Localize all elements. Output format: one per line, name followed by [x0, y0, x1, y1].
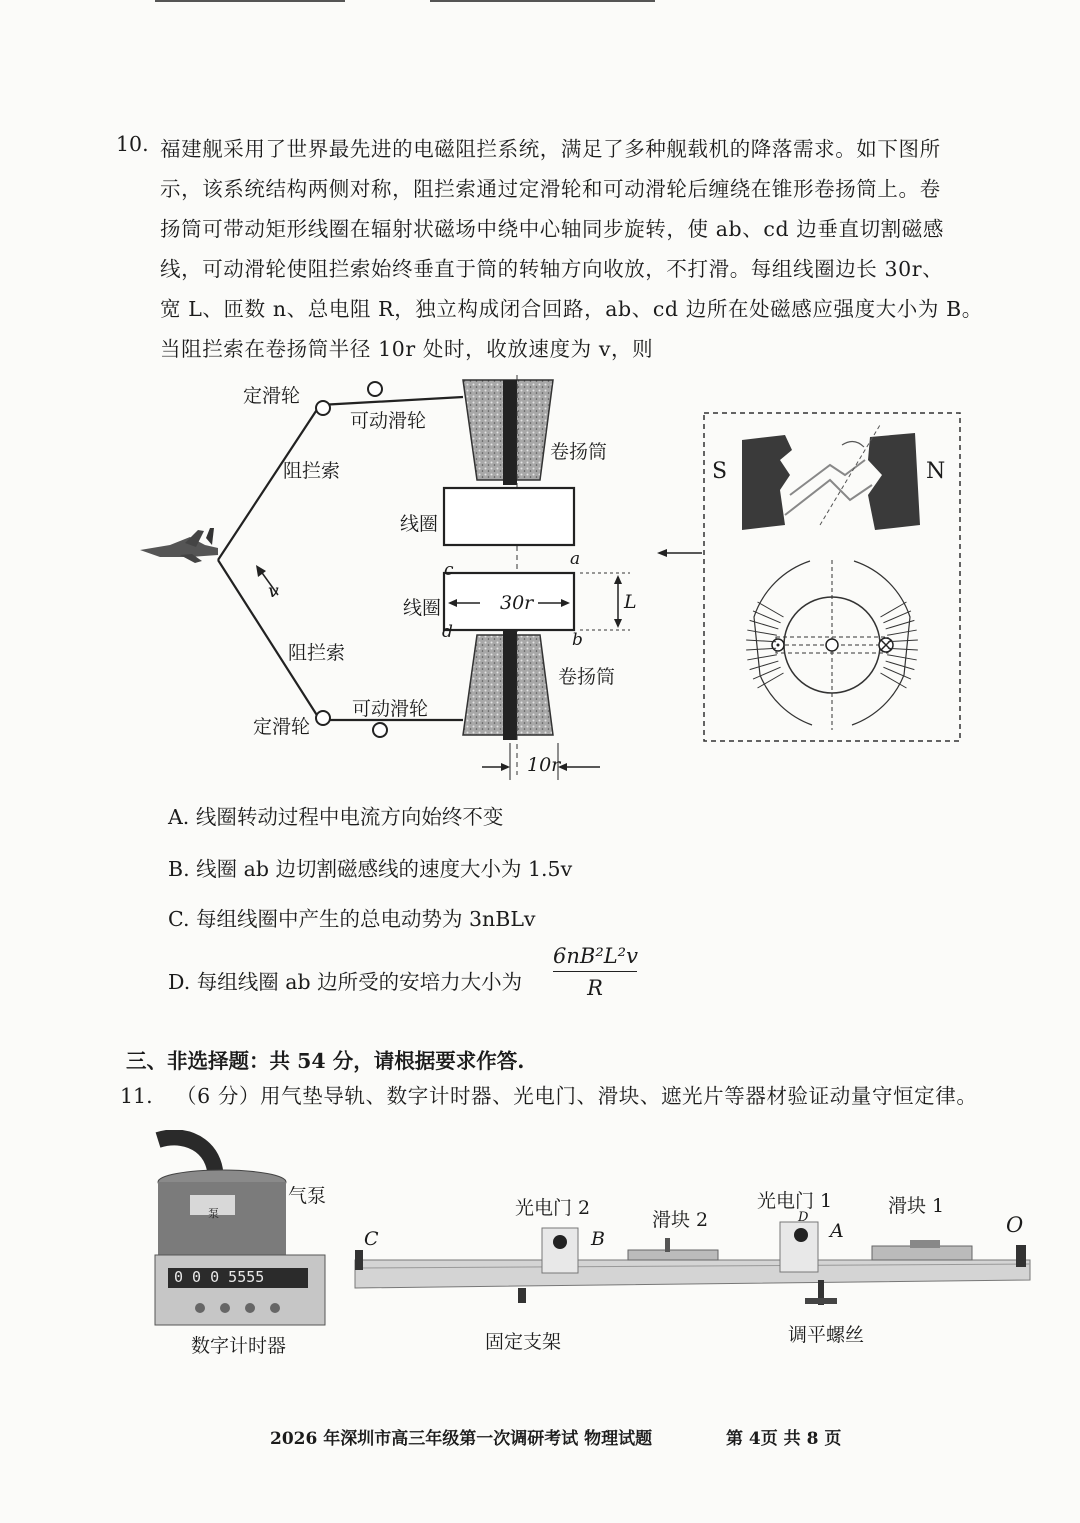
option-a: A. 线圈转动过程中电流方向始终不变 — [168, 805, 504, 829]
label-leveling-screw: 调平螺丝 — [788, 1324, 865, 1346]
upper-fixed-pulley — [316, 401, 330, 415]
question-11-text: （6 分）用气垫导轨、数字计时器、光电门、滑块、遮光片等器材验证动量守恒定律。 — [176, 1084, 978, 1108]
label-pump-plate: 泵 — [208, 1207, 219, 1220]
label-fixed-pulley-bottom: 定滑轮 — [253, 716, 311, 738]
label-coil-lower: 线圈 — [403, 597, 442, 619]
field-line — [746, 640, 776, 642]
field-line — [750, 620, 779, 629]
label-A: A — [830, 1220, 844, 1242]
aircraft-icon — [140, 528, 218, 563]
label-slider-1: 滑块 1 — [888, 1195, 945, 1217]
option-d: D. 每组线圈 ab 边所受的安培力大小为 — [168, 970, 523, 994]
question-10-line-6: 当阻拦索在卷扬筒半径 10r 处时，收放速度为 v，则 — [160, 337, 654, 361]
label-slider-2: 滑块 2 — [652, 1209, 709, 1231]
label-S: S — [712, 459, 728, 484]
label-c: c — [444, 560, 454, 580]
top-drum-axle — [503, 380, 517, 485]
field-line — [886, 661, 915, 670]
label-fixed-stand: 固定支架 — [485, 1331, 562, 1353]
field-line — [750, 661, 779, 670]
label-C: C — [364, 1228, 379, 1250]
label-cable-top: 阻拦索 — [283, 460, 341, 482]
section-3-heading: 三、非选择题：共 54 分，请根据要求作答. — [126, 1049, 525, 1073]
lower-movable-pulley — [373, 723, 387, 737]
question-10-line-1: 福建舰采用了世界最先进的电磁阻拦系统，满足了多种舰载机的降落需求。如下图所 — [160, 137, 941, 161]
slider-1 — [872, 1246, 972, 1260]
field-line — [887, 630, 917, 635]
label-D: D — [798, 1210, 809, 1225]
slider-2 — [628, 1250, 718, 1260]
label-L: L — [624, 591, 637, 613]
upper-movable-pulley — [368, 382, 382, 396]
label-v: v — [268, 580, 279, 602]
label-drum-top: 卷扬筒 — [550, 441, 608, 463]
upper-coil — [444, 488, 574, 545]
label-coil-upper: 线圈 — [400, 513, 439, 535]
top-rule-right — [430, 0, 655, 2]
label-air-pump: 气泵 — [288, 1185, 327, 1207]
label-digital-timer: 数字计时器 — [191, 1335, 287, 1357]
lower-fixed-pulley — [316, 711, 330, 725]
option-d-numerator: 6nB²L²v — [553, 944, 638, 968]
field-line — [746, 648, 776, 650]
label-movable-pulley-bottom: 可动滑轮 — [352, 698, 429, 720]
option-d-denominator: R — [587, 976, 603, 1000]
digital-timer — [155, 1255, 325, 1325]
question-10-line-2: 示，该系统结构两侧对称，阻拦索通过定滑轮和可动滑轮后缠绕在锥形卷扬筒上。卷 — [160, 177, 941, 201]
magnet-s — [742, 435, 792, 530]
photogate-2 — [542, 1228, 578, 1273]
label-movable-pulley-top: 可动滑轮 — [350, 410, 427, 432]
magnet-n — [868, 433, 920, 530]
label-30r: 30r — [500, 592, 534, 614]
option-d-fraction — [553, 944, 637, 1000]
label-fixed-pulley-top: 定滑轮 — [243, 385, 301, 407]
question-10-line-5: 宽 L、匝数 n、总电阻 R，独立构成闭合回路，ab、cd 边所在处磁感应强度大小为 B。 — [160, 297, 983, 321]
label-d: d — [442, 622, 453, 642]
label-10r: 10r — [527, 754, 561, 776]
field-line — [747, 655, 777, 660]
footer-exam-title: 2026 年深圳市高三年级第一次调研考试 物理试题 — [270, 1429, 653, 1449]
label-drum-bottom: 卷扬筒 — [558, 666, 616, 688]
label-cable-bottom: 阻拦索 — [288, 642, 346, 664]
label-N: N — [926, 459, 946, 484]
question-11-number: 11. — [120, 1084, 153, 1108]
question-10-line-4: 线，可动滑轮使阻拦索始终垂直于筒的转轴方向收放，不打滑。每组线圈边长 30r、 — [160, 257, 944, 281]
timer-display: 0 0 0 5555 — [174, 1268, 265, 1286]
fixed-stand — [518, 1288, 526, 1303]
footer-page-number: 第 4页 共 8 页 — [726, 1429, 842, 1449]
label-photogate-1: 光电门 1 — [757, 1190, 833, 1212]
question-10-line-3: 扬筒可带动矩形线圈在辐射状磁场中绕中心轴同步旋转，使 ab、cd 边垂直切割磁感 — [160, 217, 944, 241]
field-line — [887, 655, 917, 660]
top-rule-left — [155, 0, 345, 2]
option-c: C. 每组线圈中产生的总电动势为 3nBLv — [168, 907, 536, 931]
bottom-drum-axle — [503, 630, 517, 740]
label-photogate-2: 光电门 2 — [515, 1197, 591, 1219]
label-a: a — [570, 549, 581, 569]
field-line — [886, 620, 915, 629]
label-b: b — [572, 630, 583, 650]
field-line — [747, 630, 777, 635]
label-O: O — [1006, 1213, 1024, 1237]
label-B: B — [591, 1228, 605, 1250]
option-b: B. 线圈 ab 边切割磁感线的速度大小为 1.5v — [168, 857, 573, 881]
air-pump — [158, 1182, 286, 1257]
question-10-number: 10. — [116, 132, 149, 156]
